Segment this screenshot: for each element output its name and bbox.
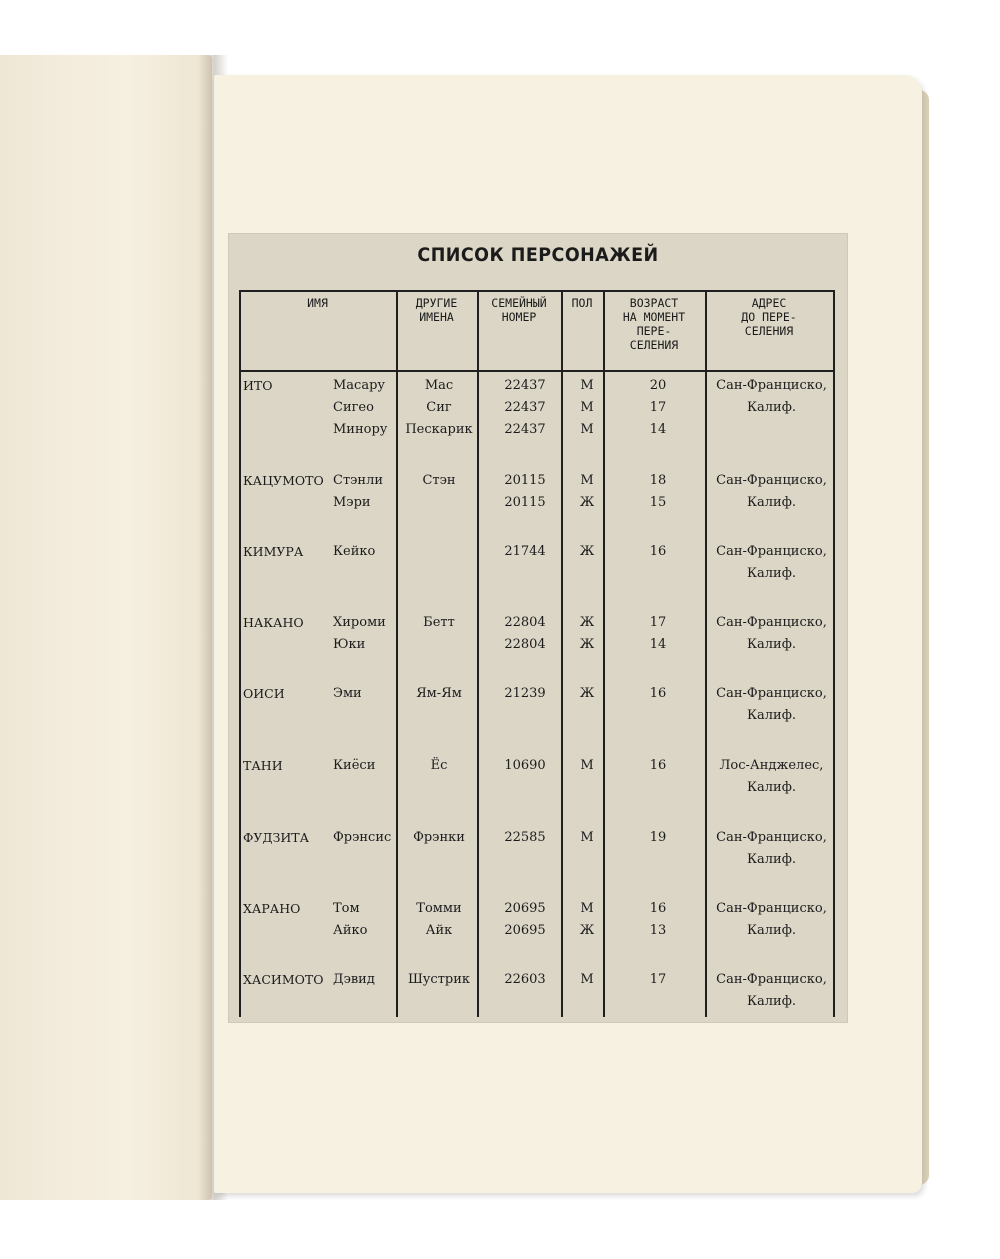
family-number-cell: 22585 <box>504 830 546 845</box>
age-cell: 20 <box>649 378 667 393</box>
age-cell: 15 <box>649 495 667 510</box>
given-name-cell: Том <box>333 901 360 916</box>
family-number-cell: 20695 <box>504 923 546 938</box>
address-cell: Калиф. <box>746 400 797 415</box>
header-address: АДРЕС ДО ПЕРЕ- СЕЛЕНИЯ <box>741 296 797 338</box>
sex-cell: Ж <box>579 544 595 559</box>
family-number-cell: 22437 <box>504 422 546 437</box>
given-name-cell: Минору <box>333 422 388 437</box>
family-number-cell: 20115 <box>504 495 546 510</box>
header-age: ВОЗРАСТ НА МОМЕНТ ПЕРЕ- СЕЛЕНИЯ <box>622 296 686 352</box>
sex-cell: М <box>580 972 594 987</box>
age-cell: 14 <box>649 637 667 652</box>
family-number-cell: 22603 <box>504 972 546 987</box>
surname-cell: КАЦУМОТО <box>243 473 324 488</box>
given-name-cell: Хироми <box>333 615 386 630</box>
surname-cell: ИТО <box>243 378 273 393</box>
other-names-cell: Томми <box>416 901 462 916</box>
address-cell: Лос-Анджелес, <box>719 758 824 773</box>
other-names-cell: Мас <box>424 378 454 393</box>
address-cell: Сан-Франциско, <box>716 544 827 559</box>
address-cell: Калиф. <box>746 637 797 652</box>
left-page <box>0 55 212 1200</box>
character-list-plate <box>228 233 848 1023</box>
sex-cell: М <box>580 400 594 415</box>
address-cell: Сан-Франциско, <box>716 901 827 916</box>
other-names-cell: Ёс <box>430 758 448 773</box>
page-title: СПИСОК ПЕРСОНАЖЕЙ <box>417 244 659 266</box>
address-cell: Сан-Франциско, <box>716 473 827 488</box>
given-name-cell: Киёси <box>333 758 376 773</box>
given-name-cell: Масару <box>333 378 386 393</box>
family-number-cell: 21744 <box>504 544 546 559</box>
address-cell: Калиф. <box>746 708 797 723</box>
other-names-cell: Фрэнки <box>413 830 465 845</box>
age-cell: 13 <box>649 923 667 938</box>
header-other-names: ДРУГИЕ ИМЕНА <box>415 296 458 324</box>
address-cell: Калиф. <box>746 495 797 510</box>
sex-cell: Ж <box>579 615 595 630</box>
age-cell: 17 <box>649 972 667 987</box>
sex-cell: Ж <box>579 686 595 701</box>
surname-cell: ФУДЗИТА <box>243 830 310 845</box>
age-cell: 18 <box>649 473 667 488</box>
address-cell: Сан-Франциско, <box>716 830 827 845</box>
given-name-cell: Мэри <box>333 495 371 510</box>
age-cell: 19 <box>649 830 667 845</box>
sex-cell: Ж <box>579 923 595 938</box>
address-cell: Сан-Франциско, <box>716 686 827 701</box>
other-names-cell: Айк <box>425 923 453 938</box>
age-cell: 17 <box>649 400 667 415</box>
address-cell: Сан-Франциско, <box>716 378 827 393</box>
header-divider <box>239 370 835 372</box>
sex-cell: М <box>580 378 594 393</box>
address-cell: Калиф. <box>746 852 797 867</box>
address-cell: Калиф. <box>746 780 797 795</box>
address-cell: Сан-Франциско, <box>716 615 827 630</box>
surname-cell: ТАНИ <box>243 758 283 773</box>
surname-cell: НАКАНО <box>243 615 304 630</box>
given-name-cell: Сигео <box>333 400 374 415</box>
sex-cell: М <box>580 830 594 845</box>
sex-cell: М <box>580 422 594 437</box>
header-sex: ПОЛ <box>571 296 593 310</box>
family-number-cell: 21239 <box>504 686 546 701</box>
given-name-cell: Стэнли <box>333 473 384 488</box>
age-cell: 16 <box>649 544 667 559</box>
sex-cell: М <box>580 901 594 916</box>
family-number-cell: 22437 <box>504 378 546 393</box>
age-cell: 16 <box>649 901 667 916</box>
other-names-cell: Бетт <box>423 615 455 630</box>
surname-cell: ХАСИМОТО <box>243 972 324 987</box>
table-top-border <box>239 290 835 292</box>
other-names-cell: Шустрик <box>407 972 471 987</box>
given-name-cell: Фрэнсис <box>333 830 392 845</box>
given-name-cell: Юки <box>333 637 366 652</box>
other-names-cell: Сиг <box>426 400 452 415</box>
character-table <box>239 290 835 1017</box>
given-name-cell: Айко <box>333 923 368 938</box>
surname-cell: ХАРАНО <box>243 901 301 916</box>
family-number-cell: 20695 <box>504 901 546 916</box>
sex-cell: Ж <box>579 637 595 652</box>
given-name-cell: Кейко <box>333 544 376 559</box>
sex-cell: Ж <box>579 495 595 510</box>
given-name-cell: Эми <box>333 686 362 701</box>
surname-cell: ОИСИ <box>243 686 285 701</box>
family-number-cell: 22804 <box>504 637 546 652</box>
age-cell: 16 <box>649 758 667 773</box>
surname-cell: КИМУРА <box>243 544 304 559</box>
header-family-number: СЕМЕЙНЫЙ НОМЕР <box>491 296 547 324</box>
family-number-cell: 22437 <box>504 400 546 415</box>
address-cell: Калиф. <box>746 566 797 581</box>
family-number-cell: 10690 <box>504 758 546 773</box>
address-cell: Калиф. <box>746 923 797 938</box>
age-cell: 14 <box>649 422 667 437</box>
address-cell: Калиф. <box>746 994 797 1009</box>
other-names-cell: Стэн <box>422 473 456 488</box>
sex-cell: М <box>580 758 594 773</box>
family-number-cell: 22804 <box>504 615 546 630</box>
other-names-cell: Ям-Ям <box>416 686 462 701</box>
sex-cell: М <box>580 473 594 488</box>
other-names-cell: Пескарик <box>405 422 473 437</box>
header-name: ИМЯ <box>307 296 328 310</box>
family-number-cell: 20115 <box>504 473 546 488</box>
age-cell: 17 <box>649 615 667 630</box>
given-name-cell: Дэвид <box>333 972 375 987</box>
table-left-border <box>239 290 241 1017</box>
address-cell: Сан-Франциско, <box>716 972 827 987</box>
age-cell: 16 <box>649 686 667 701</box>
